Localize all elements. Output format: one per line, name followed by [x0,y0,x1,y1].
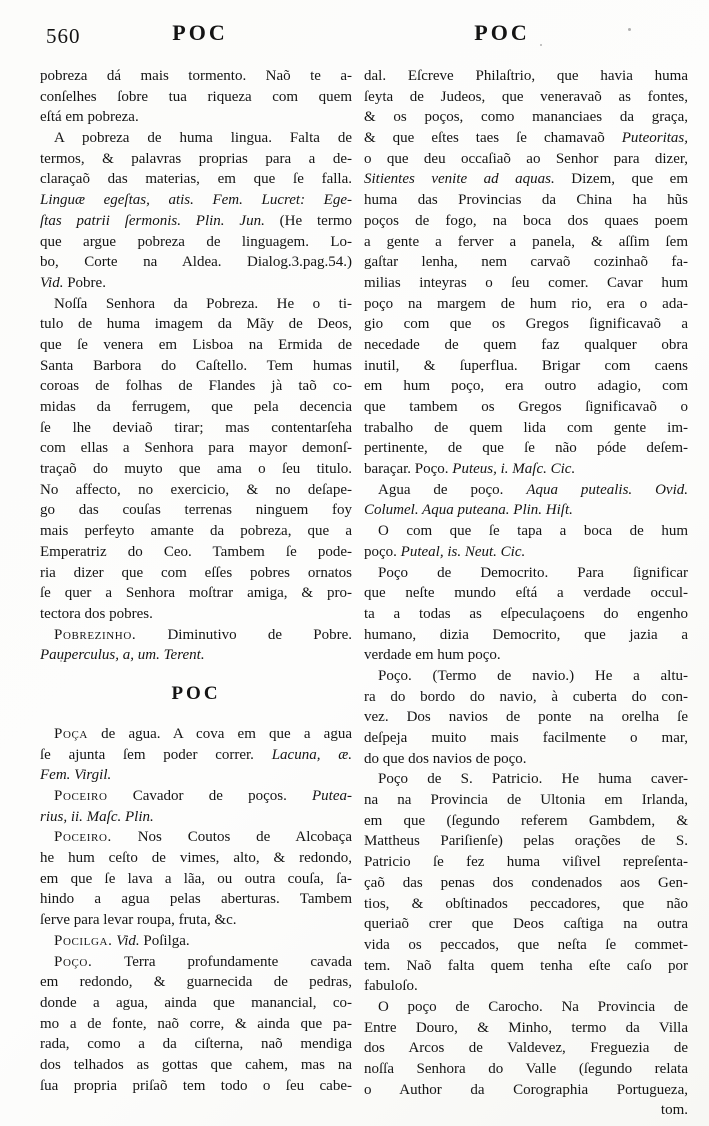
page-number: 560 [46,24,81,48]
text-line: go das couſas terrenas ninguem foy [40,502,352,519]
text-line: mais perfeyto amante da pobreza, que a [40,523,352,540]
text-line: Poço de Democrito. Para ſignificar [378,564,688,581]
text-line: na na Provincia de Ultonia em Irlanda, [364,792,688,809]
text-line: Poceiro Cavador de poços. Putea- [54,788,352,804]
text-line: & os poços, como mananciaes da graça, [364,109,688,126]
text-line: conſelhes ſobre tua riqueza com quem [40,88,352,105]
text-line: a gente a ferver a panela, & aſſim ſem [364,233,688,250]
text-line: poço. Puteal, is. Neut. Cic. [364,543,526,560]
text-line: rada, como a da ciſterna, naõ mendiga [40,1036,352,1053]
text-line: mo a de fonte, naõ corre, & ainda que pa- [40,1015,352,1032]
text-line: o que deu occaſiaõ ao Senhor para dizer, [364,150,688,167]
text-line: trabalho de quem lida com gente im- [364,419,688,436]
text-line: necedade de quem faz qualquer obra [364,336,688,353]
text-line: Mattheus Pariſienſe) pelas orações de S. [364,833,688,850]
text-line: eſtá em pobreza. [40,109,139,126]
text-columns [0,60,709,1121]
text-line: Fem. Virgil. [40,767,112,784]
running-head [0,0,709,60]
text-line: hindo a agua pelas aberturas. Tambem [40,891,352,908]
left-column [40,66,352,1121]
text-line: Poço. (Termo de navio.) He a altu- [378,667,688,684]
text-line: donde a agua, ainda que manancial, co- [40,994,352,1011]
text-line: com ellas a Senhora para mayor demonſ- [40,440,352,457]
text-line: inutil, & ſuperflua. Brigar com caens [364,357,688,374]
text-line: No affecto, no exercicio, & no deſape- [40,481,352,498]
right-column [364,66,688,1121]
text-line: ſe lhe deviaõ tirar; mas contentarſeha [40,419,352,436]
text-line: pertinente, de que ſe não póde deſem- [364,440,688,457]
text-line: poços de fogo, na boca dos quaes poem [364,212,688,229]
text-line: bo, Corte na Aldea. Dialog.3.pag.54.) [40,254,352,271]
text-line: deſpeja muito mais facilmente o mar, [364,730,688,746]
text-line: que tambem os Gregos ſignificavaõ o [364,399,688,415]
text-line: ſe quer a Senhora moſtrar amiga, & pro- [40,585,352,602]
text-line: que argue pobreza de linguagem. Lo- [40,233,352,250]
text-line: poço na margem de hum rio, era o ada- [364,295,688,312]
ink-speck [540,44,542,46]
text-line: O com que ſe tapa a boca de hum [378,523,688,540]
text-line: tulo de huma imagem da Mãy de Deos, [40,316,352,333]
text-line: dos telhados as gottas que cahem, mas na [40,1056,352,1073]
text-line: rius, ii. Maſc. Plin. [40,808,154,825]
text-line: verdade em hum poço. [364,647,501,664]
text-line: tectora dos pobres. [40,605,153,622]
text-line: Columel. Aqua puteana. Plin. Hiſt. [364,502,573,519]
text-line: que ſe venera em Lisboa na Ermida de [40,336,352,353]
text-line: ſe ajunta ſem poder correr. Lacuna, æ. [40,746,352,763]
text-line: tios, & obſtinados peccadores, que não [364,895,688,912]
text-line: A pobreza de huma lingua. Falta de [54,130,352,147]
text-line: & que eſtes taes ſe chamavaõ Puteoritas, [364,130,688,147]
text-line: milias inteyras o ſeu comer. Cavar hum [364,274,688,291]
text-line: ra do bordo do navio, à cuberta do con- [364,688,688,705]
text-line: gio com que os Gregos ſignificavaõ a [364,316,688,333]
text-line: baraçar. Poço. Puteus, i. Maſc. Cic. [364,461,576,478]
text-line: traçaõ do muyto que ama o ſeu titulo. [40,461,352,478]
text-line: Santa Barbora do Caſtello. Tem humas [40,357,352,374]
text-line: Poceiro. Nos Coutos de Alcobaça [54,829,352,846]
text-line: O poço de Carocho. Na Provincia de [378,998,688,1015]
text-line: Entre Douro, & Minho, termo da Villa [364,1019,688,1036]
text-line: Linguæ egeſtas, atis. Fem. Lucret: Ege- [40,192,352,209]
text-line: do que dos navios de poço. [364,750,527,767]
text-line: Agua de poço. Aqua putealis. Ovid. [378,481,688,498]
text-line: ta a todas as eſpeculaçoens do engenho [364,605,688,622]
text-line: em hum poço, era outro adagio, com [364,378,688,395]
text-line: Patricio ſe fez huma viſivel repreſenta- [364,854,688,871]
text-line: çaõ das penas dos condenados aos Gen- [364,874,688,891]
text-line: ſtas patrii ſermonis. Plin. Jun. (He termo [40,212,352,229]
text-line: vez. Dos navios de ponte na orelha ſe [364,709,688,726]
text-line: dal. Eſcreve Philaſtrio, que havia huma [364,68,688,84]
text-line: Poça de agua. A cova em que a agua [54,725,352,742]
text-line: queriaõ crer que Deos caſtiga na outra [364,916,688,933]
text-line: ſeyta de Judeos, que veneravaõ as fontes, [364,88,688,105]
text-line: termos, & palavras proprias para a de- [40,150,352,167]
running-title-right: POC [474,20,530,45]
text-line: dos Arcos de Valdevez, Freguezia de [364,1040,688,1057]
running-title-left: POC [172,20,228,45]
text-line: noſſa Senhora do Valle (ſegundo relata [364,1061,688,1077]
text-line: he hum ceſto de vimes, alto, & redondo, [40,850,352,867]
section-heading-poc: POC [171,682,221,704]
text-line: Pocilga. Vid. Poſilga. [54,932,190,949]
text-line: tom. [660,1102,688,1119]
text-line: em redondo, & guarnecida de pedras, [40,974,352,991]
text-line: pobreza dá mais tormento. Naõ te a- [40,68,352,84]
text-line: coroas de folhas de Flandes jà taõ co- [40,378,352,395]
text-line: vida os peccados, que neſta ſe commet- [364,936,688,953]
text-line: Emperatriz do Ceo. Tambem ſe pode- [40,543,352,560]
text-line: midas da ferrugem, que pela decencia [40,399,352,415]
text-line: Pobrezinho. Diminutivo de Pobre. [54,626,352,643]
text-line: claraçaõ das materias, em que ſe falla. [40,171,352,188]
text-line: humano, dizia Democrito, que jazia a [364,626,688,643]
text-line: ſerve para levar roupa, fruta, &c. [40,912,237,929]
ink-speck [628,28,631,31]
text-line: ria dizer que com eſſes pobres ornatos [40,564,352,581]
text-line: Sitientes venite ad aquas. Dizem, que em [364,171,688,188]
text-line: gaſtar lenha, nem carvaõ cozinhaõ fa- [364,254,688,271]
text-line: em que ſe lava a lãa, ou outra couſa, ſa- [40,870,352,887]
text-line: o Author da Corographia Portugueza, [364,1081,688,1098]
text-line: que neſte mundo eſtá a verdade occul- [364,585,688,602]
text-line: em que (ſegundo referem Gambdem, & [364,812,688,829]
ink-speck [60,660,62,662]
text-line: Poço de S. Patricio. He huma caver- [378,771,688,788]
text-line: tem. Naõ falta quem tenha eſte caſo por [364,957,688,974]
text-line: ſua propria priſaõ tem todo o ſeu cabe- [40,1077,352,1094]
text-line: Vid. Pobre. [40,274,106,291]
text-line: huma das Provincias da China ha hũs [364,192,688,209]
text-line: Pauperculus, a, um. Terent. [40,647,205,664]
text-line: Poço. Terra profundamente cavada [54,953,352,970]
text-line: Noſſa Senhora da Pobreza. He o ti- [54,295,352,312]
text-line: fabuloſo. [364,978,418,995]
